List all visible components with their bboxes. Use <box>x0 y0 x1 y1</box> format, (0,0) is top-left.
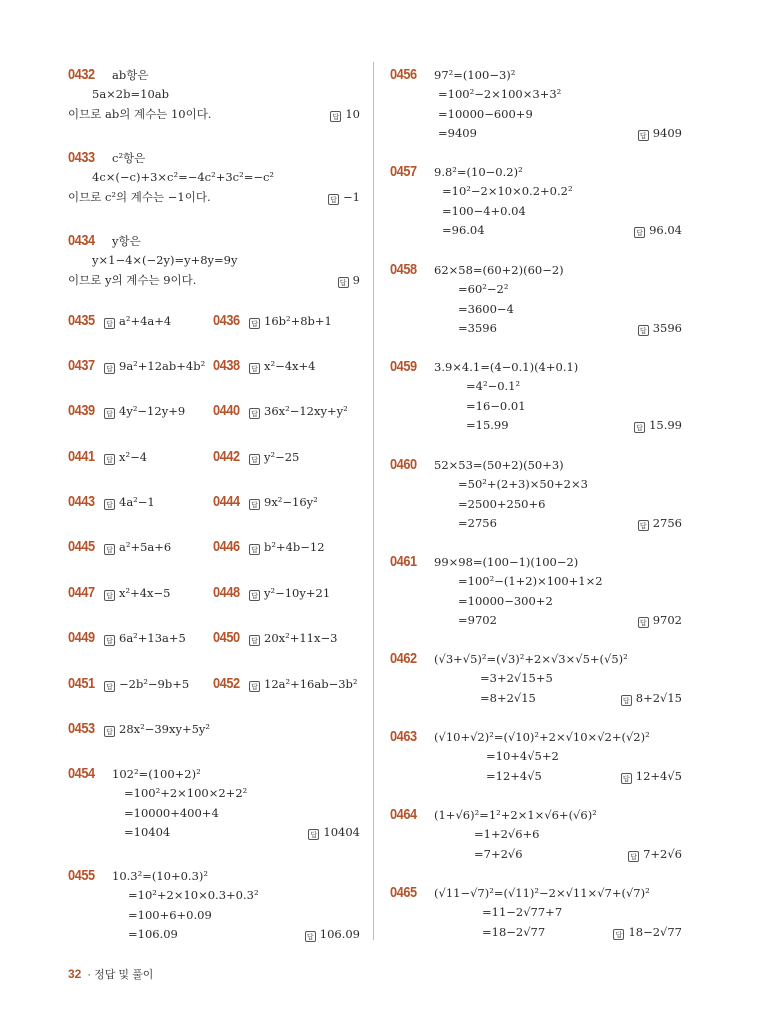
answer: 18−2√77 <box>628 925 682 939</box>
solution-line: 9.8²=(10−0.2)² <box>434 165 523 179</box>
problem-number: 0454 <box>68 765 95 782</box>
answer: y²−25 <box>264 450 300 464</box>
answer-mark-icon: 답 <box>249 499 260 510</box>
answer: 106.09 <box>319 927 360 941</box>
problem-number: 0455 <box>68 867 95 884</box>
problem-number: 0435 <box>68 312 95 329</box>
solution-line: 3.9×4.1=(4−0.1)(4+0.1) <box>434 360 579 374</box>
answer: x²−4 <box>119 450 148 464</box>
answer: 4a²−1 <box>119 495 155 509</box>
answer-mark-icon: 답 <box>249 590 260 601</box>
solution-line: =3600−4 <box>458 302 514 316</box>
problem-number: 0440 <box>213 402 240 419</box>
answer: 9702 <box>652 613 682 627</box>
answer: 20x²+11x−3 <box>264 631 338 645</box>
answer-mark-icon: 답 <box>634 227 645 238</box>
answer-mark-icon: 답 <box>249 318 260 329</box>
solution-line: =3596 <box>458 321 497 335</box>
answer-mark-icon: 답 <box>638 520 649 531</box>
answer: 8+2√15 <box>635 691 682 705</box>
solution-line: =12+4√5 <box>486 769 542 783</box>
solution-line: 97²=(100−3)² <box>434 68 516 82</box>
answer: 7+2√6 <box>643 847 682 861</box>
answer: b²+4b−12 <box>264 540 325 554</box>
answer: 28x²−39xy+5y² <box>119 722 211 736</box>
problem-number: 0449 <box>68 629 95 646</box>
answer-mark-icon: 답 <box>305 931 316 942</box>
problem-number: 0464 <box>390 806 417 823</box>
solution-line: =8+2√15 <box>480 691 536 705</box>
column-divider <box>373 62 374 940</box>
solution-line: =10000+400+4 <box>124 806 219 820</box>
answer-mark-icon: 답 <box>628 851 639 862</box>
problem-number: 0451 <box>68 675 95 692</box>
problem-number: 0442 <box>213 448 240 465</box>
answer-mark-icon: 답 <box>104 318 115 329</box>
answer-mark-icon: 답 <box>104 544 115 555</box>
answer-mark-icon: 답 <box>104 499 115 510</box>
problem-number: 0460 <box>390 456 417 473</box>
solution-line: =11−2√77+7 <box>482 905 563 919</box>
answer-mark-icon: 답 <box>330 111 341 122</box>
problem-number: 0433 <box>68 149 95 166</box>
answer-pair-row <box>68 584 360 602</box>
answer-mark-icon: 답 <box>249 544 260 555</box>
answer-mark-icon: 답 <box>638 325 649 336</box>
answer-mark-icon: 답 <box>613 929 624 940</box>
solution-line: 62×58=(60+2)(60−2) <box>434 263 564 277</box>
answer: 2756 <box>652 516 682 530</box>
answer: x²+4x−5 <box>119 586 171 600</box>
answer: 3596 <box>652 321 682 335</box>
answer: a²+4a+4 <box>119 314 172 328</box>
answer-pair-row <box>68 448 360 466</box>
problem-number: 0432 <box>68 66 95 83</box>
solution-line: 10.3²=(10+0.3)² <box>112 869 208 883</box>
answer-mark-icon: 답 <box>104 408 115 419</box>
problem-number: 0461 <box>390 553 417 570</box>
answer-pair-row <box>68 493 360 511</box>
solution-line: (1+√6)²=1²+2×1×√6+(√6)² <box>434 808 597 822</box>
answer-pair-row <box>68 402 360 420</box>
problem-number: 0441 <box>68 448 95 465</box>
answer: 9409 <box>652 126 682 140</box>
answer: 9a²+12ab+4b² <box>119 359 206 373</box>
solution-line: (√11−√7)²=(√11)²−2×√11×√7+(√7)² <box>434 886 650 900</box>
problem-number: 0457 <box>390 163 417 180</box>
answer-pair-row <box>68 629 360 647</box>
solution-line: =10000−300+2 <box>458 594 553 608</box>
problem-number: 0437 <box>68 357 95 374</box>
problem-0453 <box>68 720 360 738</box>
problem-number: 0447 <box>68 584 95 601</box>
solution-line: y×1−4×(−2y)=y+8y=9y <box>92 253 238 267</box>
answer-pair-row <box>68 357 360 375</box>
answer-mark-icon: 답 <box>249 363 260 374</box>
solution-line: =10000−600+9 <box>438 107 533 121</box>
page-footer <box>68 966 153 982</box>
solution-line: =2500+250+6 <box>458 497 546 511</box>
solution-line: y항은 <box>112 234 141 248</box>
answer: 12+4√5 <box>635 769 682 783</box>
solution-line: =9702 <box>458 613 497 627</box>
problem-number: 0452 <box>213 675 240 692</box>
footer-label: · 정답 및 풀이 <box>87 969 154 981</box>
solution-line: =50²+(2+3)×50+2×3 <box>458 477 588 491</box>
solution-line: =9409 <box>438 126 477 140</box>
answer-mark-icon: 답 <box>104 635 115 646</box>
answer: −2b²−9b+5 <box>119 677 190 691</box>
answer: 4y²−12y+9 <box>119 404 186 418</box>
solution-line: =10404 <box>124 825 171 839</box>
answer-mark-icon: 답 <box>634 422 645 433</box>
answer-mark-icon: 답 <box>328 194 339 205</box>
problem-number: 0458 <box>390 261 417 278</box>
solution-line: =100²+2×100×2+2² <box>124 786 248 800</box>
solution-line: 이므로 y의 계수는 9이다. <box>68 273 197 287</box>
answer: 12a²+16ab−3b² <box>264 677 358 691</box>
problem-number: 0445 <box>68 538 95 555</box>
solution-line: =18−2√77 <box>482 925 546 939</box>
solution-line: 4c×(−c)+3×c²=−4c²+3c²=−c² <box>92 170 275 184</box>
answer-mark-icon: 답 <box>249 408 260 419</box>
problem-number: 0463 <box>390 728 417 745</box>
answer: 16b²+8b+1 <box>264 314 332 328</box>
solution-line: =100+6+0.09 <box>128 908 212 922</box>
problem-number: 0465 <box>390 884 417 901</box>
solution-line: =7+2√6 <box>474 847 523 861</box>
answer-mark-icon: 답 <box>104 726 115 737</box>
answer-mark-icon: 답 <box>104 590 115 601</box>
solution-line: =106.09 <box>128 927 178 941</box>
solution-line: =10+4√5+2 <box>486 749 559 763</box>
solution-line: =96.04 <box>442 223 485 237</box>
solution-line: =15.99 <box>466 418 509 432</box>
answer: 15.99 <box>649 418 682 432</box>
answer: 96.04 <box>649 223 682 237</box>
solution-line: ab항은 <box>112 68 149 82</box>
solution-line: 99×98=(100−1)(100−2) <box>434 555 579 569</box>
solution-line: =4²−0.1² <box>466 379 521 393</box>
answer-mark-icon: 답 <box>249 635 260 646</box>
answer-mark-icon: 답 <box>308 829 319 840</box>
solution-line: (√3+√5)²=(√3)²+2×√3×√5+(√5)² <box>434 652 628 666</box>
problem-number: 0443 <box>68 493 95 510</box>
solution-line: 52×53=(50+2)(50+3) <box>434 458 564 472</box>
answer-mark-icon: 답 <box>338 277 349 288</box>
answer-mark-icon: 답 <box>621 773 632 784</box>
answer-mark-icon: 답 <box>621 695 632 706</box>
answer: −1 <box>343 190 360 204</box>
solution-line: 5a×2b=10ab <box>92 87 169 101</box>
answer-mark-icon: 답 <box>249 681 260 692</box>
answer-mark-icon: 답 <box>104 681 115 692</box>
answer: 10 <box>345 107 360 121</box>
answer: 36x²−12xy+y² <box>264 404 348 418</box>
answer-mark-icon: 답 <box>104 363 115 374</box>
page-number: 32 <box>68 967 82 981</box>
problem-number: 0436 <box>213 312 240 329</box>
answer: 9 <box>352 273 360 287</box>
solution-line: 이므로 ab의 계수는 10이다. <box>68 107 212 121</box>
answer: a²+5a+6 <box>119 540 172 554</box>
answer: 10404 <box>323 825 360 839</box>
solution-line: =100²−(1+2)×100+1×2 <box>458 574 603 588</box>
answer-mark-icon: 답 <box>249 454 260 465</box>
problem-number: 0450 <box>213 629 240 646</box>
answer-mark-icon: 답 <box>638 617 649 628</box>
answer: x²−4x+4 <box>264 359 316 373</box>
solution-line: (√10+√2)²=(√10)²+2×√10×√2+(√2)² <box>434 730 650 744</box>
solution-line: =10²−2×10×0.2+0.2² <box>442 184 573 198</box>
solution-line: =10²+2×10×0.3+0.3² <box>128 888 259 902</box>
answer-pair-row <box>68 538 360 556</box>
answer-pair-row <box>68 675 360 693</box>
solution-line: 이므로 c²의 계수는 −1이다. <box>68 190 211 204</box>
solution-line: =3+2√15+5 <box>480 671 553 685</box>
solution-line: =60²−2² <box>458 282 509 296</box>
solution-line: =1+2√6+6 <box>474 827 540 841</box>
problem-number: 0439 <box>68 402 95 419</box>
answer-mark-icon: 답 <box>638 130 649 141</box>
problem-number: 0459 <box>390 358 417 375</box>
problem-number: 0434 <box>68 232 95 249</box>
problem-number: 0438 <box>213 357 240 374</box>
solution-line: =16−0.01 <box>466 399 526 413</box>
solution-line: =100−4+0.04 <box>442 204 526 218</box>
solution-line: =100²−2×100×3+3² <box>438 87 562 101</box>
solution-line: 102²=(100+2)² <box>112 767 201 781</box>
problem-number: 0444 <box>213 493 240 510</box>
answer: 6a²+13a+5 <box>119 631 186 645</box>
problem-number: 0462 <box>390 650 417 667</box>
solution-line: =2756 <box>458 516 497 530</box>
answer: 9x²−16y² <box>264 495 318 509</box>
answer: y²−10y+21 <box>264 586 331 600</box>
answer-mark-icon: 답 <box>104 454 115 465</box>
problem-number: 0456 <box>390 66 417 83</box>
answer-pair-row <box>68 312 360 330</box>
solution-line: c²항은 <box>112 151 146 165</box>
problem-number: 0453 <box>68 720 95 737</box>
problem-number: 0446 <box>213 538 240 555</box>
problem-number: 0448 <box>213 584 240 601</box>
